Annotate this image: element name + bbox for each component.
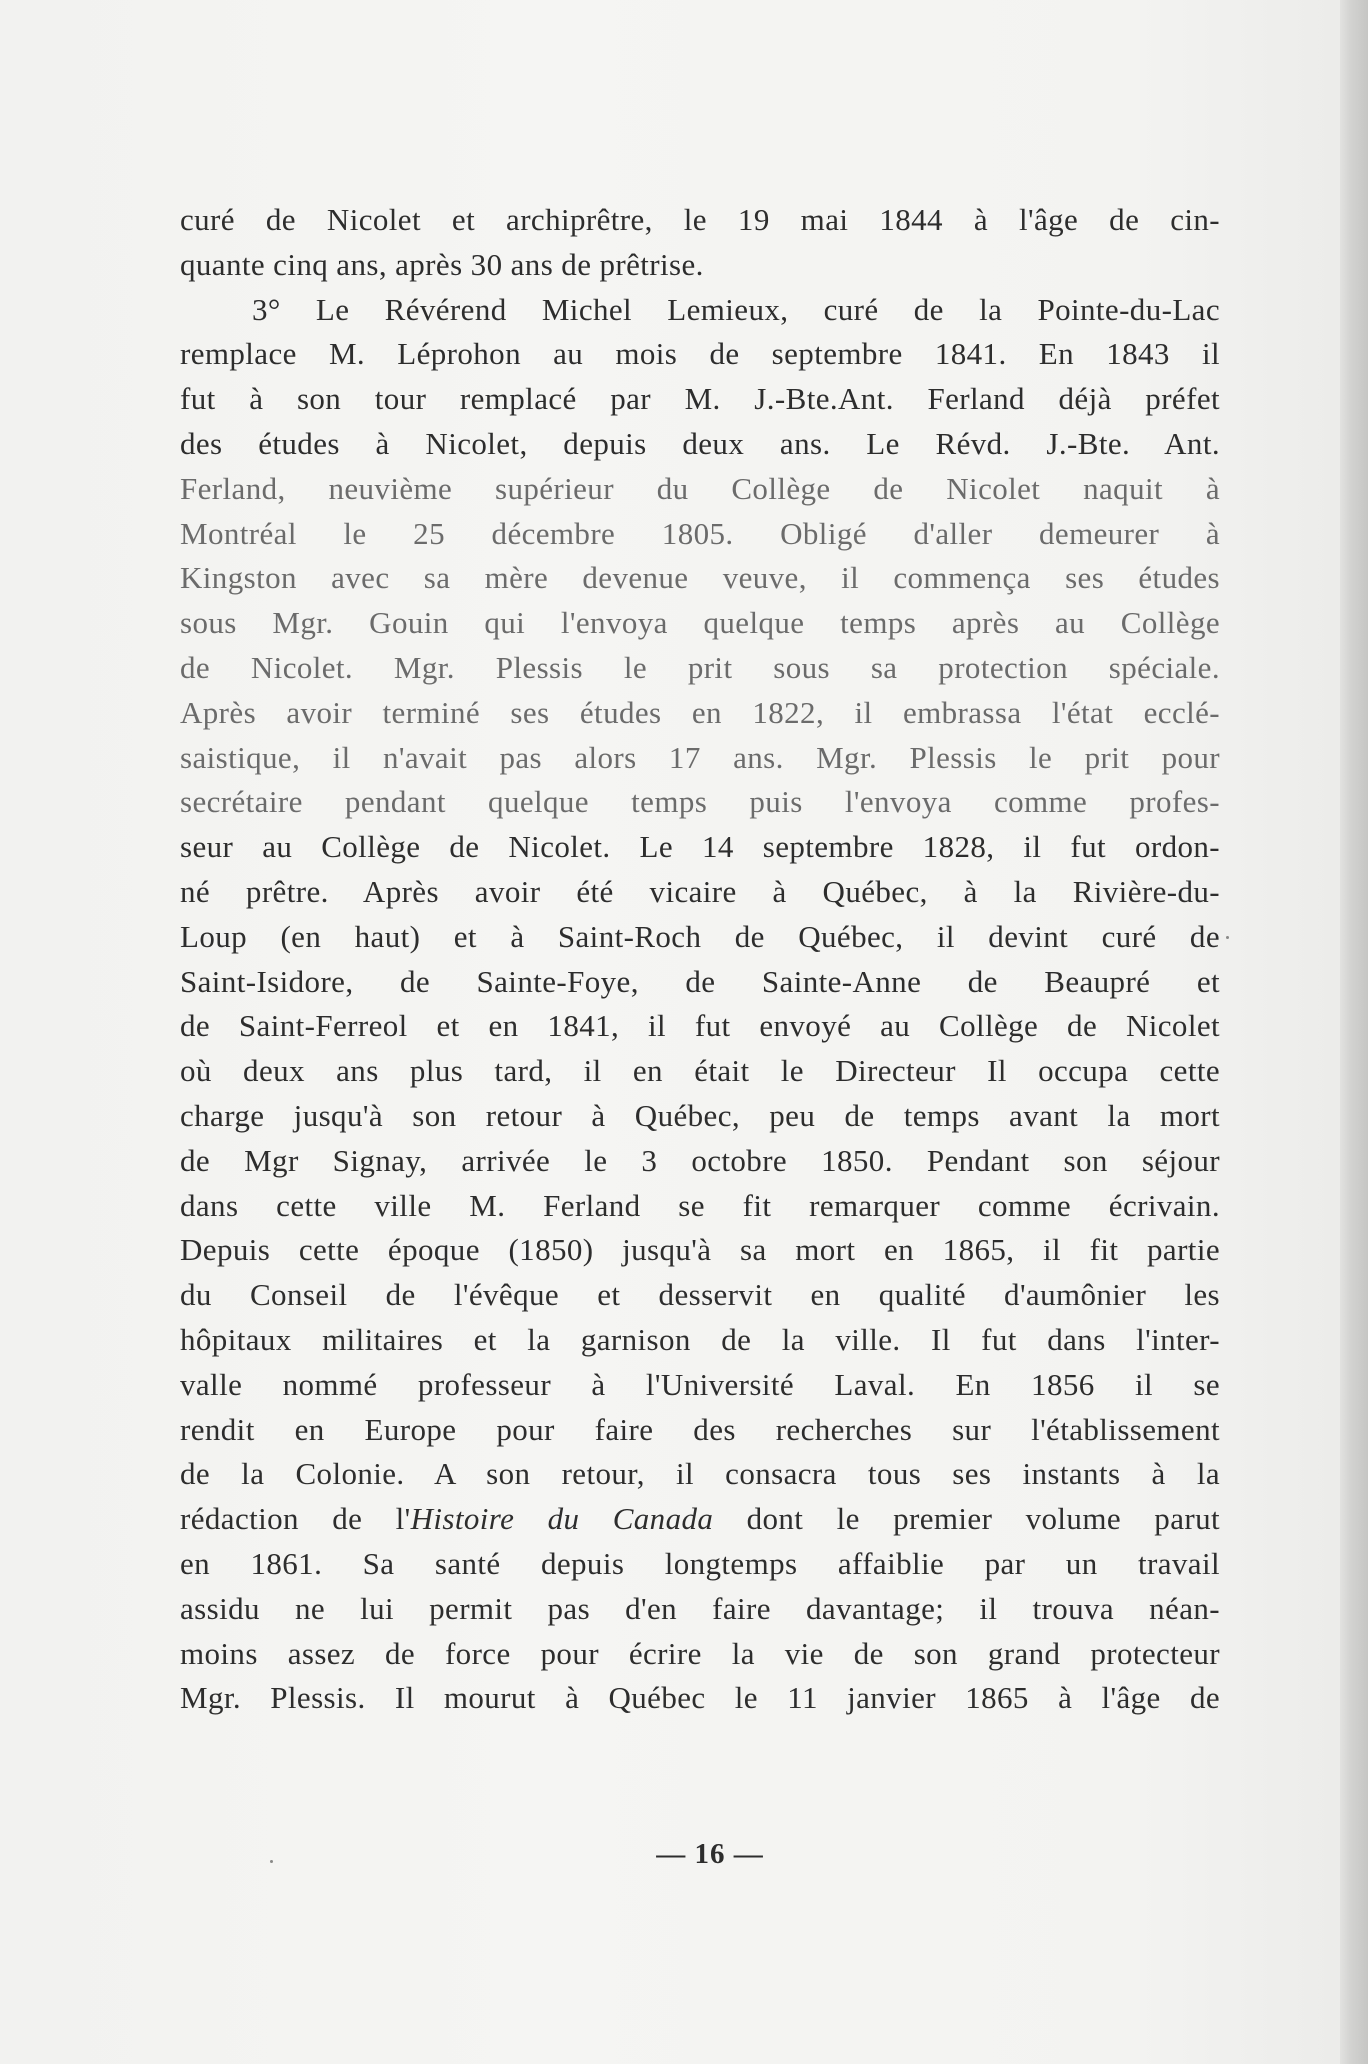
text-line: seur au Collège de Nicolet. Le 14 septembre 1828, il fut ordon-: [180, 829, 1220, 865]
dust-speck: [270, 1860, 273, 1863]
text-line: curé de Nicolet et archiprêtre, le 19 mai 1844 à l'âge de cin-: [180, 202, 1220, 237]
text-line: [180, 1497, 1220, 1542]
page-number: — 16 —: [656, 1838, 764, 1870]
book-title: Histoire du Canada: [410, 1501, 714, 1537]
text-line: de Saint-Ferreol et en 1841, il fut envoyé au Collège de Nicolet: [180, 1008, 1220, 1044]
text-line: de Nicolet. Mgr. Plessis le prit sous sa protection spéciale.: [180, 649, 1220, 685]
text-fragment: rédaction de l': [180, 1501, 411, 1537]
text-line: de Mgr Signay, arrivée le 3 octobre 1850. Pendant son séjour: [180, 1142, 1220, 1178]
text-line: où deux ans plus tard, il en était le Directeur Il occupa cette: [180, 1053, 1220, 1089]
text-line: Saint-Isidore, de Sainte-Foye, de Sainte-Anne de Beaupré et: [180, 963, 1220, 999]
dust-speck: [1226, 936, 1229, 939]
text-line: Kingston avec sa mère devenue veuve, il commença ses études: [180, 560, 1220, 596]
text-line: Loup (en haut) et à Saint-Roch de Québec, il devint curé de: [180, 918, 1220, 954]
text-line: Mgr. Plessis. Il mourut à Québec le 11 janvier 1865 à l'âge de: [180, 1680, 1220, 1716]
text-line: secrétaire pendant quelque temps puis l'envoya comme profes-: [180, 784, 1220, 820]
text-line: quante cinq ans, après 30 ans de prêtrise.: [180, 246, 704, 282]
page-edge: [1340, 0, 1368, 2064]
text-line: assidu ne lui permit pas d'en faire davantage; il trouva néan-: [180, 1590, 1220, 1626]
text-line: hôpitaux militaires et la garnison de la ville. Il fut dans l'inter-: [180, 1321, 1220, 1357]
body-text: [180, 198, 1220, 1721]
text-line: sous Mgr. Gouin qui l'envoya quelque temps après au Collège: [180, 605, 1220, 641]
text-line: rendit en Europe pour faire des recherches sur l'établissement: [180, 1411, 1220, 1447]
text-line: saistique, il n'avait pas alors 17 ans. Mgr. Plessis le prit pour: [180, 739, 1220, 775]
text-line: des études à Nicolet, depuis deux ans. Le Révd. J.-Bte. Ant.: [180, 425, 1220, 461]
text-line: charge jusqu'à son retour à Québec, peu de temps avant la mort: [180, 1097, 1220, 1133]
text-line: Montréal le 25 décembre 1805. Obligé d'aller demeurer à: [180, 515, 1220, 551]
text-line: en 1861. Sa santé depuis longtemps affaiblie par un travail: [180, 1545, 1220, 1581]
text-line: Après avoir terminé ses études en 1822, il embrassa l'état ecclé-: [180, 694, 1220, 730]
text-line: Ferland, neuvième supérieur du Collège de Nicolet naquit à: [180, 470, 1220, 506]
text-line: valle nommé professeur à l'Université Laval. En 1856 il se: [180, 1366, 1220, 1402]
text-fragment: dont le premier volume parut: [713, 1501, 1220, 1537]
text-line: remplace M. Léprohon au mois de septembre 1841. En 1843 il: [180, 336, 1220, 372]
text-line: 3° Le Révérend Michel Lemieux, curé de la Pointe-du-Lac: [252, 291, 1220, 327]
text-line: de la Colonie. A son retour, il consacra tous ses instants à la: [180, 1456, 1220, 1492]
text-line: Depuis cette époque (1850) jusqu'à sa mort en 1865, il fit partie: [180, 1232, 1220, 1268]
text-line: fut à son tour remplacé par M. J.-Bte.Ant. Ferland déjà préfet: [180, 381, 1220, 417]
text-line: dans cette ville M. Ferland se fit remarquer comme écrivain.: [180, 1187, 1220, 1223]
text-line: né prêtre. Après avoir été vicaire à Québec, à la Rivière-du-: [180, 873, 1220, 909]
text-line: moins assez de force pour écrire la vie de son grand protecteur: [180, 1635, 1220, 1671]
text-line: du Conseil de l'évêque et desservit en qualité d'aumônier les: [180, 1277, 1220, 1313]
